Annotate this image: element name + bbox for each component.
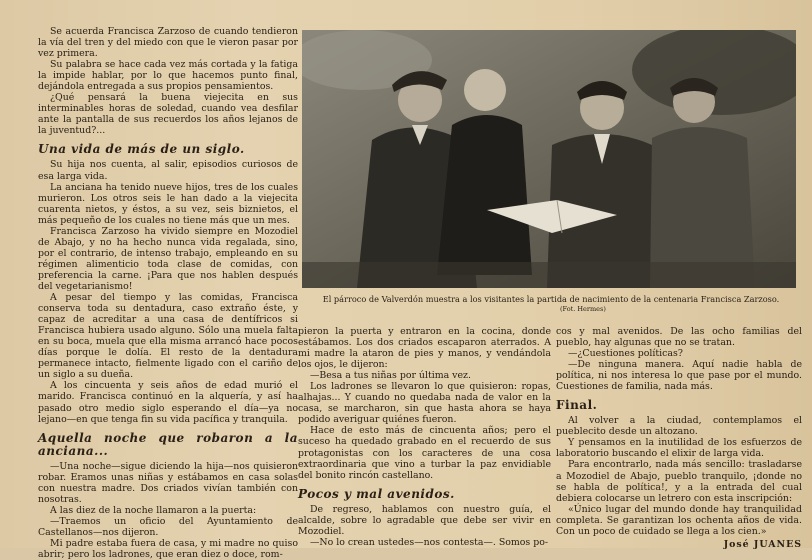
section-heading: Aquella noche que robaron a la anciana... xyxy=(38,430,298,458)
paragraph: Los ladrones se llevaron lo que quisieron: ropas, alhajas... Y cuando no quedaba nada de valor en la casa, se marcharon, sin que hasta ahora se haya podido averiguar quiénes fueron. xyxy=(298,381,551,426)
paragraph: Mi padre estaba fuera de casa, y mi madre no quiso abrir; pero los ladrones, que eran diez o doce, rom- xyxy=(38,537,298,560)
paragraph: «Único lugar del mundo donde hay tranquilidad completa. Se garantizan los ochenta años de vida. Con un poco de cuidado se llega a los cien.» xyxy=(556,503,802,537)
paragraph: cos y mal avenidos. De las ocho familias del pueblo, hay algunas que no se tratan. xyxy=(556,326,802,349)
paragraph: Y pensamos en la inutilidad de los esfuerzos de laboratorio buscando el elixir de larga vida. xyxy=(556,437,802,460)
section-heading: Una vida de más de un siglo. xyxy=(38,142,245,157)
paragraph: Al volver a la ciudad, contemplamos el pueblecito desde un altozano. xyxy=(556,415,802,438)
paragraph: Su hija nos cuenta, al salir, episodios curiosos de esa larga vida. xyxy=(38,159,298,182)
photo-caption: El párroco de Valverdón muestra a los visitantes la partida de nacimiento de la centenaria Francisca Zarzoso. xyxy=(322,294,780,304)
paragraph: A los cincuenta y seis años de edad murió el marido. Francisca continuó en la alquería, y así ha pasado otro medio siglo esperando el día—ya no lejano—en que tenga fin su vida pacífica y tranquila. xyxy=(38,380,298,425)
section-heading: Final. xyxy=(556,398,598,413)
paragraph: —¿Cuestiones políticas? xyxy=(568,348,683,360)
paragraph: ¿Qué pensará la buena viejecita en sus interminables horas de soledad, cuando vea desfilar ante la pantalla de sus recuerdos los años lejanos de la juventud?... xyxy=(38,92,298,137)
paragraph: Para encontrarlo, nada más sencillo: trasladarse a Mozodiel de Abajo, pueblo tranquilo, ¡donde no se habla de política!, y a la entrada del cual debiera colocarse un letrero con esta inscripción: xyxy=(556,459,802,504)
paragraph: Su palabra se hace cada vez más cortada y la fatiga la impide hablar, por lo que hacemos punto final, dejándola entregada a sus propios pensamientos. xyxy=(38,59,298,93)
photo-credit: (Fot. Hermes) xyxy=(560,305,606,313)
photo-illustration xyxy=(302,30,796,288)
section-heading: Pocos y mal avenidos. xyxy=(298,486,455,501)
author-signature: José JUANES xyxy=(723,538,802,550)
paragraph: La anciana ha tenido nueve hijos, tres de los cuales murieron. Los otros seis le han dado a la viejecita cuarenta nietos, y éstos, a su vez, seis biznietos, el más pequeño de los cuales no tiene más que un mes. xyxy=(38,181,298,226)
paragraph: Hace de esto más de cincuenta años; pero el suceso ha quedado grabado en el recuerdo de sus protagonistas con los caracteres de una cosa extraordinaria que vino a turbar la paz envidiable del bonito rincón castellano. xyxy=(298,425,551,481)
paragraph: A pesar del tiempo y las comidas, Francisca conserva toda su dentadura, caso extraño éste, y capaz de acreditar a una casa de dentífricos si Francisca hubiera usado alguno. Sólo una muela falta en su boca, muela que ella misma arrancó hace pocos días porque le dolía. El resto de la dentadura permanece intacto, fielmente ligado con el cariño de un siglo a su dueña. xyxy=(38,292,298,381)
article-left-column xyxy=(38,26,298,560)
paragraph: —Traemos un oficio del Ayuntamiento de Castellanos—nos dijeron. xyxy=(38,515,298,538)
paragraph: —No lo crean ustedes—nos contesta—. Somos po- xyxy=(310,536,549,548)
paragraph: Se acuerda Francisca Zarzoso de cuando tendieron la vía del tren y del miedo con que le vieron pasar por vez primera. xyxy=(38,26,298,60)
paragraph: —Besa a tus niñas por última vez. xyxy=(310,370,471,382)
paragraph: pieron la puerta y entraron en la cocina, donde estábamos. Los dos criados escaparon aterrados. A mi madre la ataron de pies y manos, y vendándola los ojos, le dijeron: xyxy=(298,326,551,371)
paragraph: A las diez de la noche llamaron a la puerta: xyxy=(50,504,257,516)
paragraph: —De ninguna manera. Aquí nadie habla de política, ni nos interesa lo que pase por el mundo. Cuestiones de familia, nada más. xyxy=(556,359,802,393)
paragraph: —Una noche—sigue diciendo la hija—nos quisieron robar. Eramos unas niñas y estábamos en casa solas con nuestra madre. Dos criados vivían también con nosotras. xyxy=(38,460,298,505)
article-right-column xyxy=(556,326,802,550)
paragraph: Francisca Zarzoso ha vivido siempre en Mozodiel de Abajo, y no ha hecho nunca vida regalada, sino, por el contrario, de intenso trabajo, empleando en su régimen alimenticio toda clase de comidas, con preferencia la carne. ¡Para que nos hablen después del vegetarianismo! xyxy=(38,225,298,292)
article-middle-column xyxy=(298,326,551,548)
photograph-four-men xyxy=(302,30,796,288)
paragraph: De regreso, hablamos con nuestro guía, el alcalde, sobre lo agradable que debe ser vivir en Mozodiel. xyxy=(298,503,551,537)
